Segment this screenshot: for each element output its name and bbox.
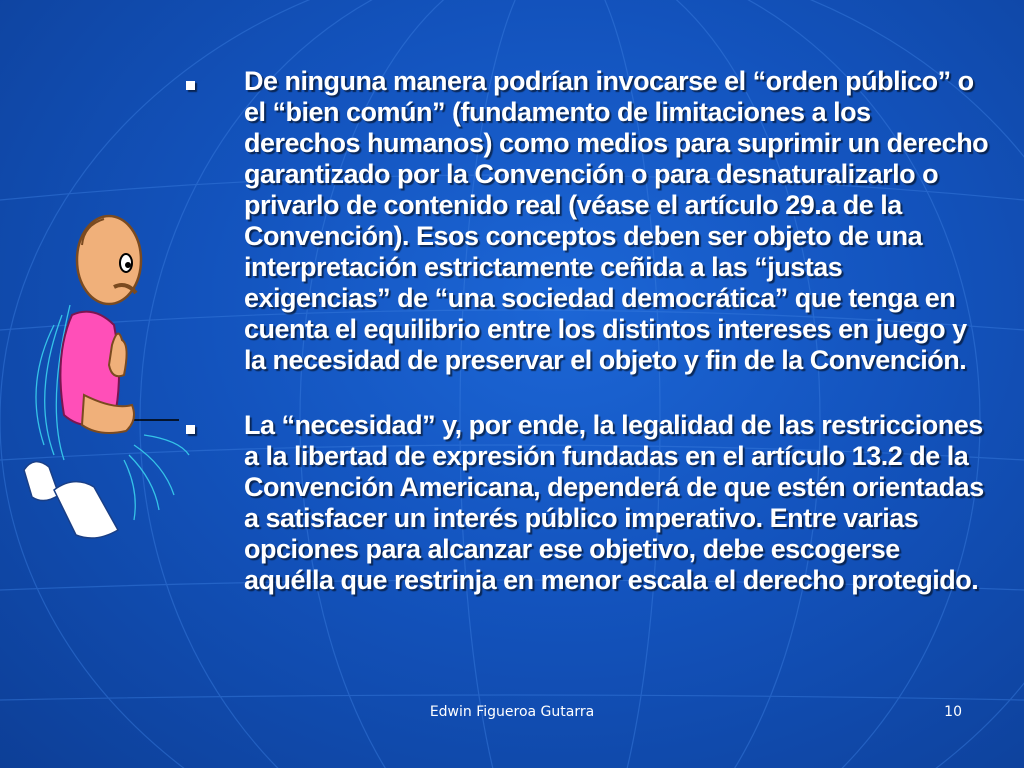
bullet-text: De ninguna manera podrían invocarse el “orden público” o el “bien común” (fundamento de limitaciones a los derechos humanos) como medios para suprimir un derecho garantizado por la Convención o para desnaturalizarlo o privarlo de contenido real (véase el artículo 29.a de la Convención). Esos conceptos deben ser objeto de una interpretación estrictamente ceñida a las “justas exigencias” de “una sociedad democrática” que tenga en cuenta el equilibrio entre los distintos intereses en juego y la necesidad de preservar el objeto y fin de la Convención. — [244, 66, 989, 375]
footer-author: Edwin Figueroa Gutarra — [429, 704, 595, 720]
page-number: 10 — [944, 704, 962, 720]
bullet-text: La “necesidad” y, por ende, la legalidad de las restricciones a la libertad de expresión fundadas en el artículo 13.2 de la Convención Americana, dependerá de que estén orientadas a satisfacer un interés público imperativo. Entre varias opciones para alcanzar ese objetivo, debe escogerse aquélla que restrinja en menor escala el derecho protegido. — [244, 410, 984, 595]
cartoon-man-illustration — [14, 205, 194, 545]
bullet-item-orden-publico — [180, 66, 990, 376]
bullet-list — [180, 66, 990, 630]
square-bullet-icon — [186, 81, 195, 90]
square-bullet-icon — [186, 425, 195, 434]
bullet-item-necesidad — [180, 410, 990, 596]
